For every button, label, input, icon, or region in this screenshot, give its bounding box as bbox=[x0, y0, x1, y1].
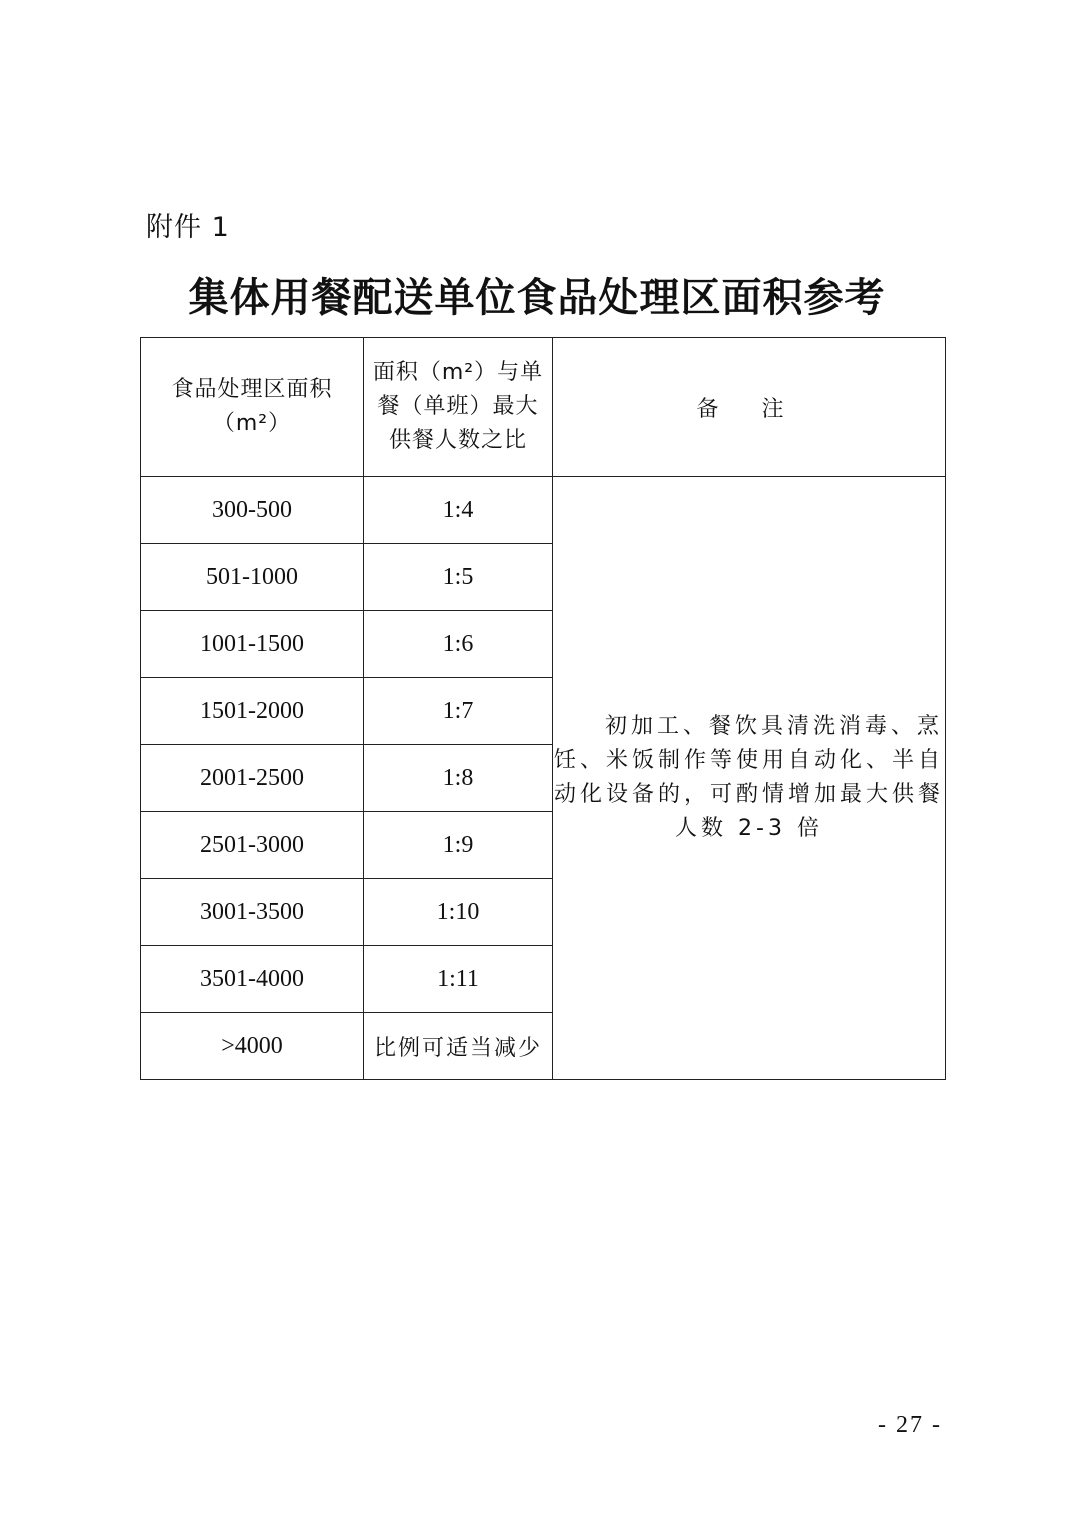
ratio-cell: 1:6 bbox=[364, 611, 553, 678]
area-cell: >4000 bbox=[141, 1013, 364, 1080]
area-cell: 3501-4000 bbox=[141, 946, 364, 1013]
ratio-cell: 1:8 bbox=[364, 745, 553, 812]
area-cell: 300-500 bbox=[141, 477, 364, 544]
ratio-cell: 1:10 bbox=[364, 879, 553, 946]
ratio-cell: 比例可适当减少 bbox=[364, 1013, 553, 1080]
table-header-row bbox=[141, 338, 946, 477]
area-cell: 1501-2000 bbox=[141, 678, 364, 745]
ratio-cell: 1:5 bbox=[364, 544, 553, 611]
header-ratio bbox=[364, 338, 553, 477]
document-title: 集体用餐配送单位食品处理区面积参考 bbox=[188, 274, 886, 321]
header-ratio-text: 面积（m²）与单餐（单班）最大供餐人数之比 bbox=[372, 360, 544, 453]
header-area-line1: 食品处理区面积 bbox=[171, 377, 333, 402]
area-cell: 2001-2500 bbox=[141, 745, 364, 812]
ratio-cell: 1:9 bbox=[364, 812, 553, 879]
area-cell: 501-1000 bbox=[141, 544, 364, 611]
table-row bbox=[141, 477, 946, 544]
header-area-line2: （m²） bbox=[212, 411, 292, 436]
area-cell: 3001-3500 bbox=[141, 879, 364, 946]
attachment-label: 附件 1 bbox=[146, 212, 230, 243]
ratio-cell: 1:11 bbox=[364, 946, 553, 1013]
header-note: 备 注 bbox=[553, 338, 946, 477]
header-area bbox=[141, 338, 364, 477]
page-number: - 27 - bbox=[878, 1412, 942, 1438]
area-reference-table bbox=[140, 337, 946, 1080]
note-cell: 初加工、餐饮具清洗消毒、烹饪、米饭制作等使用自动化、半自动化设备的，可酌情增加最大供餐人数 2-3 倍 bbox=[553, 477, 946, 1080]
area-cell: 2501-3000 bbox=[141, 812, 364, 879]
area-cell: 1001-1500 bbox=[141, 611, 364, 678]
ratio-cell: 1:7 bbox=[364, 678, 553, 745]
ratio-cell: 1:4 bbox=[364, 477, 553, 544]
